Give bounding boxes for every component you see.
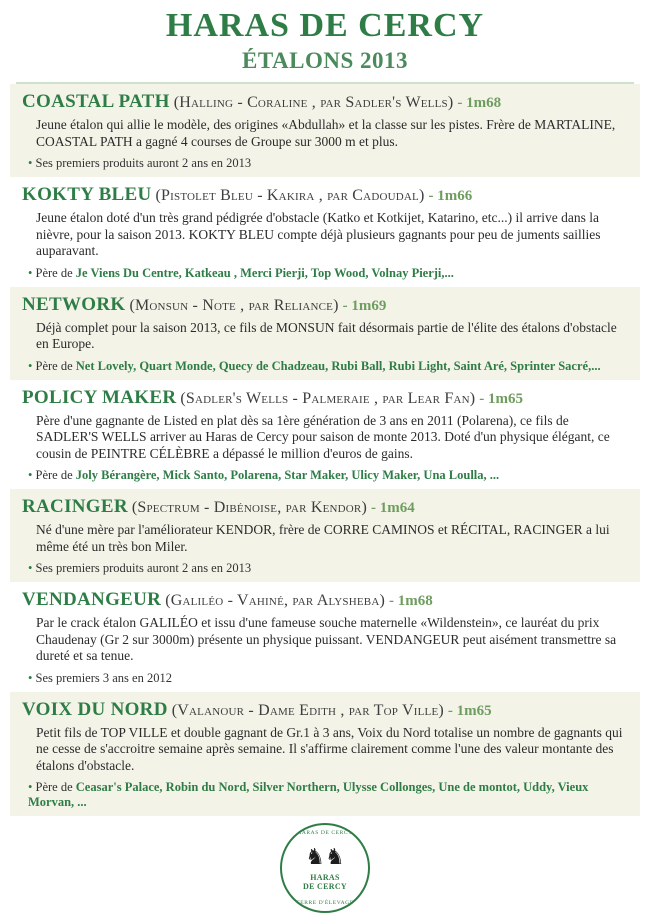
stallion-height: - 1m65: [447, 702, 492, 719]
progeny-lead: Ses premiers 3 ans en 2012: [35, 670, 172, 685]
stallion-parents: (Spectrum - Dibénoise, par Kendor): [131, 499, 367, 516]
progeny-lead: Ses premiers produits auront 2 ans en 2013: [35, 156, 252, 170]
progeny-names: Ceasar's Palace, Robin du Nord, Silver Northern, Ulysse Collonges, Une de montot, Uddy, Vieux Morvan, ...: [28, 780, 589, 809]
progeny-lead: Père de: [35, 780, 76, 794]
stallion-entry: [10, 380, 640, 490]
stallion-height: - 1m65: [479, 390, 524, 407]
progeny-lead: Père de: [35, 265, 76, 280]
stallion-entry: [10, 582, 640, 692]
stallion-parents: (Halling - Coraline , par Sadler's Wells): [173, 94, 454, 111]
stallion-progeny: [28, 156, 628, 171]
stallion-name: RACINGER: [22, 496, 128, 517]
stallion-height: - 1m68: [457, 95, 502, 111]
logo-ring-bottom-text: TERRE D'ÉLEVAGE: [296, 900, 354, 906]
logo-brand-line1: HARAS: [310, 873, 340, 882]
stallion-progeny: [28, 561, 628, 576]
stallion-parents: (Galiléo - Vahiné, par Alysheba): [165, 592, 385, 609]
stallion-parents: (Monsun - Note , par Reliance): [129, 296, 339, 314]
logo-ring-top-text: HARAS DE CERCY: [297, 830, 353, 836]
progeny-lead: Père de: [35, 468, 76, 482]
stallion-entry: [10, 287, 640, 380]
stallion-name: NETWORK: [22, 293, 126, 315]
stallion-height: - 1m68: [389, 593, 433, 609]
stallion-name: KOKTY BLEU: [22, 184, 152, 205]
stallion-name: POLICY MAKER: [22, 386, 177, 408]
footer-logo-area: [0, 823, 650, 918]
stallion-heading: [22, 699, 628, 722]
logo-brand-line2: DE CERCY: [303, 882, 347, 891]
logo-brand-text: [282, 873, 368, 891]
page-subtitle: ÉTALONS 2013: [242, 48, 408, 73]
horses-icon: ♞♞: [305, 844, 345, 869]
stallion-parents: (Pistolet Bleu - Kakira , par Cadoudal): [155, 187, 425, 204]
progeny-names: Je Viens Du Centre, Katkeau , Merci Pierji, Top Wood, Volnay Pierji,...: [75, 265, 454, 280]
stallion-name: VOIX DU NORD: [22, 698, 168, 720]
stallion-progeny: [28, 671, 628, 686]
page-title: HARAS DE CERCY: [165, 7, 485, 44]
stallion-heading: [22, 294, 628, 317]
stallion-description: Petit fils de TOP VILLE et double gagnant de Gr.1 à 3 ans, Voix du Nord totalise un nombre de gagnants qui ne cesse de s'accroitre semaine après semaine. Il s'affirme clairement comme l'une des valeur montante des étalons d'obstacle.: [36, 724, 623, 773]
page-header: [10, 0, 640, 74]
stallion-description: Déjà complet pour la saison 2013, ce fils de MONSUN fait désormais partie de l'élite des étalons d'obstacle en Europe.: [36, 319, 617, 351]
stallion-progeny: [28, 359, 628, 374]
stallion-heading: [22, 91, 628, 114]
stallion-description: Jeune étalon qui allie le modèle, des origines «Abdullah» et la classe sur les pistes. Frère de MARTALINE, COASTAL PATH a gagné 4 courses de Groupe sur 3000 m et plus.: [36, 117, 616, 149]
stallion-description: Jeune étalon doté d'un très grand pédigrée d'obstacle (Katko et Kotkijet, Katarino, etc...) il arrive dans la nièvre, pour la saison 2013. KOKTY BLEU compte déjà plusieurs gagnants pour peu de juments saillies auparavant.: [36, 210, 601, 258]
stallion-progeny: [28, 468, 628, 483]
progeny-lead: Ses premiers produits auront 2 ans en 2013: [35, 561, 252, 575]
stallion-name: VENDANGEUR: [22, 589, 162, 610]
stallion-description: Né d'une mère par l'améliorateur KENDOR, frère de CORRE CAMINOS et RÉCITAL, RACINGER a lui même été un très bon Miler.: [36, 522, 610, 554]
stallion-height: - 1m64: [371, 500, 415, 516]
progeny-names: Net Lovely, Quart Monde, Quecy de Chadzeau, Rubi Ball, Rubi Light, Saint Aré, Sprinter Sacré,...: [75, 358, 601, 373]
stallion-entry: [10, 692, 640, 817]
stallion-heading: [22, 184, 628, 207]
stallion-parents: (Sadler's Wells - Palmeraie , par Lear Fan): [180, 389, 476, 407]
haras-de-cercy-logo: [280, 823, 370, 913]
stallion-heading: [22, 387, 628, 410]
stallion-entry: [10, 84, 640, 177]
stallion-parents: (Valanour - Dame Edith , par Top Ville): [171, 701, 444, 719]
stallion-entry: [10, 489, 640, 582]
stallion-entry: [10, 177, 640, 287]
stallion-name: COASTAL PATH: [22, 91, 170, 112]
stallion-description: Père d'une gagnante de Listed en plat dès sa 1ère génération de 3 ans en 2011 (Polarena), ce fils de SADLER'S WELLS arriver au Haras de Cercy pour saison de monte 2013. Doté d'un physique élégant, ce cousin de PEINTRE CÉLÈBRE a dépassé le million d'euros de gains.: [36, 412, 610, 461]
progeny-names: Joly Bérangère, Mick Santo, Polarena, Star Maker, Ulicy Maker, Una Loulla, ...: [75, 468, 500, 482]
stallion-list: [10, 84, 640, 816]
stallion-progeny: [28, 780, 628, 810]
stallion-description: Par le crack étalon GALILÉO et issu d'une fameuse souche maternelle «Wildenstein», ce lauréat du prix Chaudenay (Gr 2 sur 3000m) présente un physique puissant. VENDANGEUR peut aisément transmettre sa dureté et sa tenue.: [36, 615, 617, 663]
progeny-lead: Père de: [35, 358, 76, 373]
stallion-progeny: [28, 266, 628, 281]
stallion-heading: [22, 496, 628, 519]
stallion-height: - 1m69: [342, 297, 387, 314]
stallion-heading: [22, 589, 628, 612]
stallion-height: - 1m66: [428, 188, 473, 204]
